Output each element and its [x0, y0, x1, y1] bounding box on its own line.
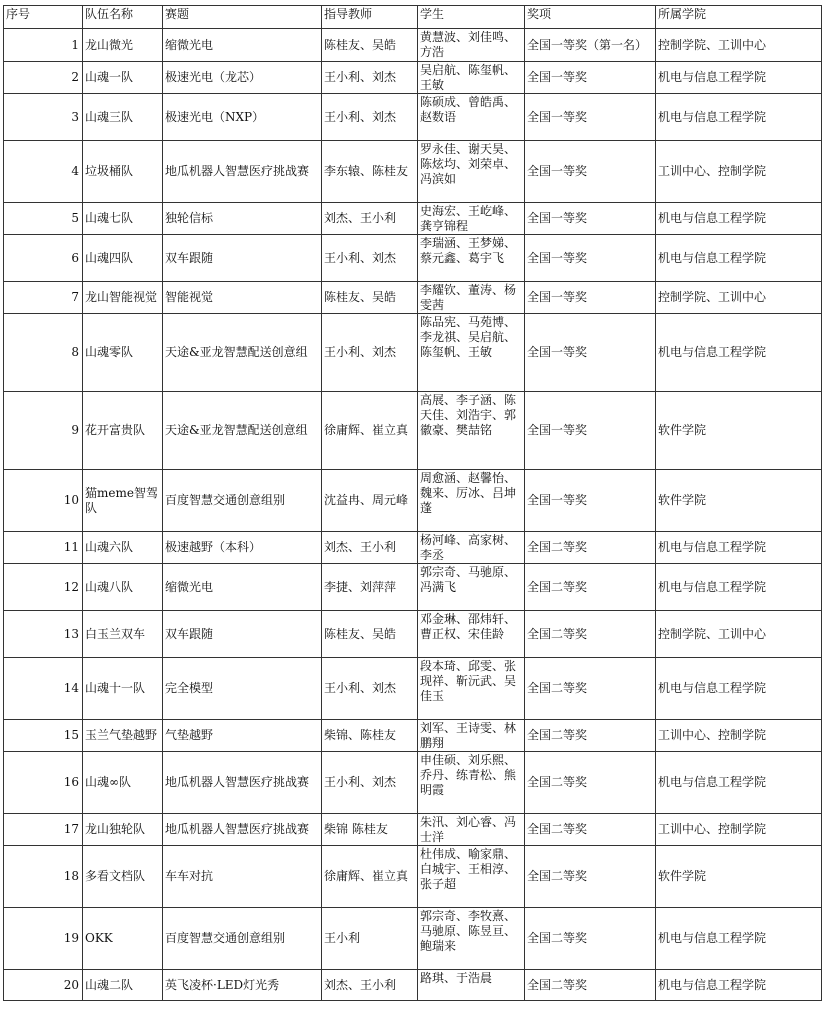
team-name-cell: 山魂八队 — [83, 564, 163, 611]
college-cell: 机电与信息工程学院 — [656, 752, 822, 814]
teacher-cell: 李东辕、陈桂友 — [322, 141, 418, 203]
row-index: 10 — [4, 470, 83, 532]
topic-cell: 天途&亚龙智慧配送创意组 — [163, 392, 322, 470]
students-cell: 高展、李子涵、陈天佳、刘浩宇、郭徽豪、樊喆铭 — [418, 392, 525, 470]
team-name-cell: 猫meme智驾队 — [83, 470, 163, 532]
teacher-cell: 王小利、刘杰 — [322, 62, 418, 94]
table-row — [4, 62, 822, 94]
teacher-cell: 王小利、刘杰 — [322, 235, 418, 282]
topic-cell: 极速越野（本科） — [163, 532, 322, 564]
table-row — [4, 94, 822, 141]
award-cell: 全国二等奖 — [525, 846, 656, 908]
teacher-cell: 陈桂友、吴皓 — [322, 282, 418, 314]
row-index: 3 — [4, 94, 83, 141]
table-row — [4, 203, 822, 235]
award-cell: 全国二等奖 — [525, 720, 656, 752]
college-cell: 控制学院、工训中心 — [656, 282, 822, 314]
topic-cell: 车车对抗 — [163, 846, 322, 908]
students-cell: 郭宗奇、李牧熹、马驰原、陈昱亘、鲍瑞来 — [418, 908, 525, 970]
row-index: 14 — [4, 658, 83, 720]
row-index: 7 — [4, 282, 83, 314]
teacher-cell: 刘杰、王小利 — [322, 970, 418, 1001]
award-table — [3, 5, 822, 1001]
topic-cell: 地瓜机器人智慧医疗挑战赛 — [163, 752, 322, 814]
team-name-cell: 垃圾桶队 — [83, 141, 163, 203]
team-name-cell: 龙山独轮队 — [83, 814, 163, 846]
topic-cell: 缩微光电 — [163, 564, 322, 611]
award-cell: 全国一等奖 — [525, 314, 656, 392]
students-cell: 吴启航、陈玺帆、王敏 — [418, 62, 525, 94]
students-cell: 罗永佳、谢天昊、陈炫均、刘荣卓、冯滨如 — [418, 141, 525, 203]
table-row — [4, 470, 822, 532]
row-index: 15 — [4, 720, 83, 752]
team-name-cell: 山魂三队 — [83, 94, 163, 141]
team-name-cell: 白玉兰双车 — [83, 611, 163, 658]
topic-cell: 极速光电（NXP） — [163, 94, 322, 141]
topic-cell: 地瓜机器人智慧医疗挑战赛 — [163, 814, 322, 846]
award-cell: 全国二等奖 — [525, 908, 656, 970]
students-cell: 陈硕成、曾皓禹、赵数语 — [418, 94, 525, 141]
header-college: 所属学院 — [656, 6, 822, 29]
award-table-sheet — [3, 5, 821, 1001]
college-cell: 机电与信息工程学院 — [656, 62, 822, 94]
college-cell: 机电与信息工程学院 — [656, 203, 822, 235]
award-cell: 全国二等奖 — [525, 814, 656, 846]
table-row — [4, 29, 822, 62]
college-cell: 软件学院 — [656, 392, 822, 470]
team-name-cell: 山魂一队 — [83, 62, 163, 94]
team-name-cell: 花开富贵队 — [83, 392, 163, 470]
team-name-cell: 龙山微光 — [83, 29, 163, 62]
table-row — [4, 908, 822, 970]
award-cell: 全国一等奖 — [525, 235, 656, 282]
table-row — [4, 392, 822, 470]
table-row — [4, 658, 822, 720]
college-cell: 机电与信息工程学院 — [656, 314, 822, 392]
college-cell: 工训中心、控制学院 — [656, 720, 822, 752]
award-cell: 全国一等奖 — [525, 62, 656, 94]
table-row — [4, 720, 822, 752]
topic-cell: 百度智慧交通创意组别 — [163, 908, 322, 970]
award-cell: 全国二等奖 — [525, 970, 656, 1001]
award-cell: 全国一等奖 — [525, 470, 656, 532]
award-cell: 全国一等奖 — [525, 203, 656, 235]
teacher-cell: 徐庸辉、崔立真 — [322, 392, 418, 470]
teacher-cell: 柴锦、陈桂友 — [322, 720, 418, 752]
row-index: 16 — [4, 752, 83, 814]
table-row — [4, 141, 822, 203]
topic-cell: 气垫越野 — [163, 720, 322, 752]
award-cell: 全国一等奖 — [525, 141, 656, 203]
team-name-cell: 山魂十一队 — [83, 658, 163, 720]
team-name-cell: 山魂六队 — [83, 532, 163, 564]
team-name-cell: 山魂∞队 — [83, 752, 163, 814]
college-cell: 软件学院 — [656, 470, 822, 532]
teacher-cell: 徐庸辉、崔立真 — [322, 846, 418, 908]
table-row — [4, 970, 822, 1001]
teacher-cell: 王小利、刘杰 — [322, 658, 418, 720]
team-name-cell: 山魂二队 — [83, 970, 163, 1001]
team-name-cell: 山魂七队 — [83, 203, 163, 235]
topic-cell: 地瓜机器人智慧医疗挑战赛 — [163, 141, 322, 203]
students-cell: 周愈涵、赵馨怡、魏来、厉冰、吕坤蓬 — [418, 470, 525, 532]
topic-cell: 缩微光电 — [163, 29, 322, 62]
topic-cell: 双车跟随 — [163, 235, 322, 282]
students-cell: 刘军、王诗雯、林鹏翔 — [418, 720, 525, 752]
teacher-cell: 陈桂友、吴皓 — [322, 29, 418, 62]
students-cell: 陈品宪、马苑博、李龙祺、吴启航、陈玺帆、王敏 — [418, 314, 525, 392]
row-index: 11 — [4, 532, 83, 564]
college-cell: 机电与信息工程学院 — [656, 658, 822, 720]
college-cell: 软件学院 — [656, 846, 822, 908]
table-row — [4, 314, 822, 392]
table-row — [4, 846, 822, 908]
table-row — [4, 235, 822, 282]
row-index: 9 — [4, 392, 83, 470]
row-index: 5 — [4, 203, 83, 235]
teacher-cell: 刘杰、王小利 — [322, 203, 418, 235]
row-index: 4 — [4, 141, 83, 203]
row-index: 18 — [4, 846, 83, 908]
team-name-cell: 龙山智能视觉 — [83, 282, 163, 314]
college-cell: 机电与信息工程学院 — [656, 235, 822, 282]
topic-cell: 独轮信标 — [163, 203, 322, 235]
row-index: 20 — [4, 970, 83, 1001]
team-name-cell: 多看文档队 — [83, 846, 163, 908]
award-cell: 全国二等奖 — [525, 532, 656, 564]
teacher-cell: 陈桂友、吴皓 — [322, 611, 418, 658]
team-name-cell: 山魂四队 — [83, 235, 163, 282]
college-cell: 机电与信息工程学院 — [656, 908, 822, 970]
award-cell: 全国一等奖 — [525, 282, 656, 314]
header-index: 序号 — [4, 6, 83, 29]
college-cell: 机电与信息工程学院 — [656, 564, 822, 611]
topic-cell: 百度智慧交通创意组别 — [163, 470, 322, 532]
row-index: 1 — [4, 29, 83, 62]
table-row — [4, 752, 822, 814]
table-row — [4, 611, 822, 658]
award-cell: 全国二等奖 — [525, 611, 656, 658]
students-cell: 李耀钦、董涛、杨雯茜 — [418, 282, 525, 314]
row-index: 8 — [4, 314, 83, 392]
topic-cell: 英飞凌杯·LED灯光秀 — [163, 970, 322, 1001]
college-cell: 工训中心、控制学院 — [656, 141, 822, 203]
row-index: 17 — [4, 814, 83, 846]
college-cell: 控制学院、工训中心 — [656, 611, 822, 658]
table-row — [4, 564, 822, 611]
award-cell: 全国二等奖 — [525, 752, 656, 814]
team-name-cell: OKK — [83, 908, 163, 970]
students-cell: 申佳硕、刘乐熙、乔丹、练青松、熊明霞 — [418, 752, 525, 814]
award-cell: 全国一等奖 — [525, 392, 656, 470]
teacher-cell: 沈益冉、周元峰 — [322, 470, 418, 532]
topic-cell: 完全模型 — [163, 658, 322, 720]
topic-cell: 智能视觉 — [163, 282, 322, 314]
teacher-cell: 王小利、刘杰 — [322, 314, 418, 392]
teacher-cell: 刘杰、王小利 — [322, 532, 418, 564]
row-index: 13 — [4, 611, 83, 658]
college-cell: 机电与信息工程学院 — [656, 532, 822, 564]
students-cell: 段本琦、邱雯、张现祥、靳沅武、吴佳玉 — [418, 658, 525, 720]
row-index: 2 — [4, 62, 83, 94]
team-name-cell: 山魂零队 — [83, 314, 163, 392]
table-row — [4, 532, 822, 564]
students-cell: 邓金琳、邵炜轩、曹正权、宋佳龄 — [418, 611, 525, 658]
header-students: 学生 — [418, 6, 525, 29]
college-cell: 工训中心、控制学院 — [656, 814, 822, 846]
award-cell: 全国二等奖 — [525, 564, 656, 611]
college-cell: 控制学院、工训中心 — [656, 29, 822, 62]
teacher-cell: 柴锦 陈桂友 — [322, 814, 418, 846]
row-index: 6 — [4, 235, 83, 282]
header-team: 队伍名称 — [83, 6, 163, 29]
teacher-cell: 王小利、刘杰 — [322, 94, 418, 141]
teacher-cell: 李捷、刘萍萍 — [322, 564, 418, 611]
students-cell: 杨河峰、高家树、李丞 — [418, 532, 525, 564]
students-cell: 史海宏、王屹峰、龚亨锦程 — [418, 203, 525, 235]
college-cell: 机电与信息工程学院 — [656, 970, 822, 1001]
header-award: 奖项 — [525, 6, 656, 29]
award-cell: 全国一等奖（第一名） — [525, 29, 656, 62]
students-cell: 李瑞涵、王梦娣、蔡元鑫、葛宇飞 — [418, 235, 525, 282]
topic-cell: 双车跟随 — [163, 611, 322, 658]
teacher-cell: 王小利 — [322, 908, 418, 970]
topic-cell: 天途&亚龙智慧配送创意组 — [163, 314, 322, 392]
topic-cell: 极速光电（龙芯） — [163, 62, 322, 94]
teacher-cell: 王小利、刘杰 — [322, 752, 418, 814]
table-row — [4, 282, 822, 314]
team-name-cell: 玉兰气垫越野 — [83, 720, 163, 752]
table-row — [4, 814, 822, 846]
header-teacher: 指导教师 — [322, 6, 418, 29]
students-cell: 黄慧波、刘佳鸣、方浩 — [418, 29, 525, 62]
row-index: 12 — [4, 564, 83, 611]
students-cell: 朱汛、刘心睿、冯士洋 — [418, 814, 525, 846]
students-cell: 路琪、于浩晨 — [418, 970, 525, 1001]
row-index: 19 — [4, 908, 83, 970]
award-cell: 全国一等奖 — [525, 94, 656, 141]
students-cell: 杜伟成、喻家鼎、白城宇、王相淳、张子超 — [418, 846, 525, 908]
table-header-row — [4, 6, 822, 29]
header-topic: 赛题 — [163, 6, 322, 29]
students-cell: 郭宗奇、马驰原、冯满飞 — [418, 564, 525, 611]
college-cell: 机电与信息工程学院 — [656, 94, 822, 141]
award-cell: 全国二等奖 — [525, 658, 656, 720]
